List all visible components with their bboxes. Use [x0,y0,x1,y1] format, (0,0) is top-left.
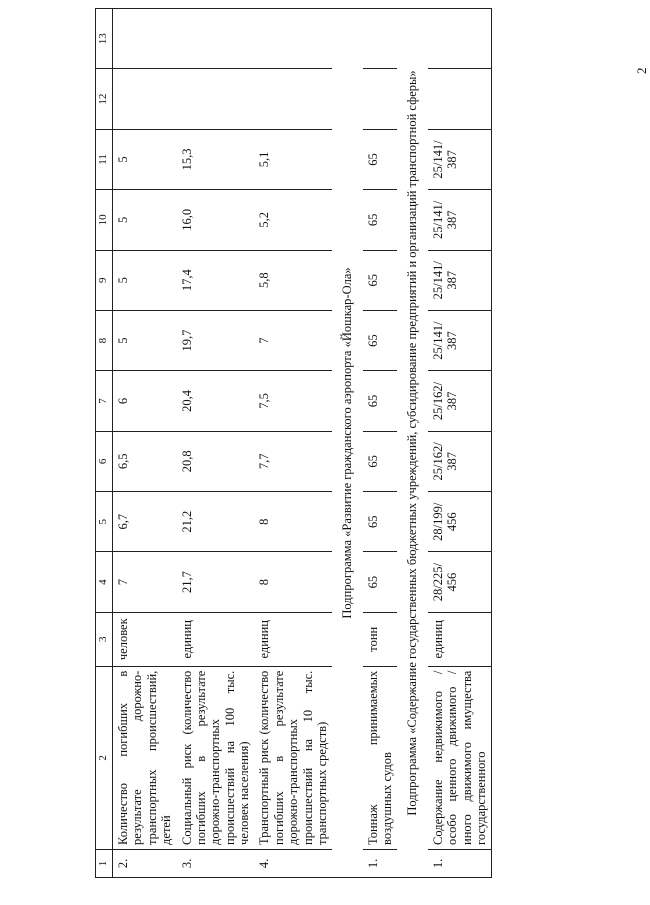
row-number: 3. [177,849,255,877]
subprogram-row [332,9,362,878]
value-cell: 5 [113,129,177,189]
value-cell: 5,2 [254,190,332,250]
row-number: 1. [363,849,398,877]
value-cell [254,69,332,129]
table-body [113,9,492,878]
subprogram-title: Подпрограмма «Содержание государственных бюджетных учреждений, субсидирование предприятий и организаций транспортной сферы» [397,9,427,878]
value-cell [363,9,398,69]
value-cell: 65 [363,250,398,310]
indicator-name: Тоннаж принимаемых воздушных судов [363,666,398,849]
value-cell: 65 [363,552,398,612]
unit-cell: человек [113,612,177,666]
page-number: 2 [634,67,649,74]
indicator-name: Содержание недвижимого / особо ценного движимого / иного движимого имущества государственного [428,666,492,849]
value-cell: 25/141/ 387 [428,310,492,370]
value-cell: 6,5 [113,431,177,491]
value-cell: 7 [254,310,332,370]
table-row [113,9,177,878]
value-cell: 65 [363,431,398,491]
column-number: 7 [96,371,113,431]
value-cell: 25/162/ 387 [428,431,492,491]
row-number: 4. [254,849,332,877]
value-cell: 21,2 [177,492,255,552]
value-cell: 65 [363,129,398,189]
table-row [177,9,255,878]
value-cell: 7,7 [254,431,332,491]
value-cell [113,69,177,129]
column-number: 6 [96,431,113,491]
value-cell [177,69,255,129]
unit-cell: тонн [363,612,398,666]
value-cell: 65 [363,190,398,250]
value-cell: 17,4 [177,250,255,310]
value-cell [177,9,255,69]
rotated-document [95,8,616,878]
value-cell: 16,0 [177,190,255,250]
value-cell: 21,7 [177,552,255,612]
column-number: 1 [96,849,113,877]
value-cell: 5,1 [254,129,332,189]
subprogram-row [397,9,427,878]
header-row [96,9,113,878]
column-number: 11 [96,129,113,189]
value-cell: 25/162/ 387 [428,371,492,431]
table-row [428,9,492,878]
unit-cell: единиц [254,612,332,666]
value-cell: 8 [254,552,332,612]
column-number: 5 [96,492,113,552]
value-cell [428,9,492,69]
value-cell [428,69,492,129]
column-number: 10 [96,190,113,250]
row-number: 2. [113,849,177,877]
unit-cell: единиц [177,612,255,666]
subprogram-title: Подпрограмма «Развитие гражданского аэропорта «Йошкар-Ола» [332,9,362,878]
value-cell: 5,8 [254,250,332,310]
value-cell: 65 [363,492,398,552]
indicator-name: Транспортный риск (количество погибших в результате дорожно-транспортных происшествий на 10 тыс. транспортных средств) [254,666,332,849]
row-number: 1. [428,849,492,877]
value-cell: 15,3 [177,129,255,189]
value-cell: 65 [363,310,398,370]
column-number: 8 [96,310,113,370]
value-cell: 5 [113,310,177,370]
value-cell: 28/225/ 456 [428,552,492,612]
indicators-table [95,8,492,878]
value-cell: 28/199/ 456 [428,492,492,552]
value-cell: 25/141/ 387 [428,250,492,310]
value-cell: 25/141/ 387 [428,190,492,250]
indicator-name: Социальный риск (количество погибших в результате дорожно-транспортных происшествий на 100 тыс. человек населения) [177,666,255,849]
value-cell: 6 [113,371,177,431]
value-cell: 7 [113,552,177,612]
value-cell: 6,7 [113,492,177,552]
value-cell [254,9,332,69]
value-cell [113,9,177,69]
value-cell: 20,8 [177,431,255,491]
value-cell: 7,5 [254,371,332,431]
value-cell: 65 [363,371,398,431]
column-number: 4 [96,552,113,612]
column-number: 3 [96,612,113,666]
unit-cell: единиц [428,612,492,666]
column-number: 12 [96,69,113,129]
value-cell: 5 [113,250,177,310]
value-cell: 19,7 [177,310,255,370]
value-cell: 5 [113,190,177,250]
column-number: 2 [96,666,113,849]
indicator-name: Количество погибших в результате дорожно-транспортных происшествий, детей [113,666,177,849]
value-cell: 20,4 [177,371,255,431]
value-cell: 25/141/ 387 [428,129,492,189]
value-cell: 8 [254,492,332,552]
column-number: 9 [96,250,113,310]
table-row [254,9,332,878]
column-number: 13 [96,9,113,69]
table-row [363,9,398,878]
value-cell [363,69,398,129]
